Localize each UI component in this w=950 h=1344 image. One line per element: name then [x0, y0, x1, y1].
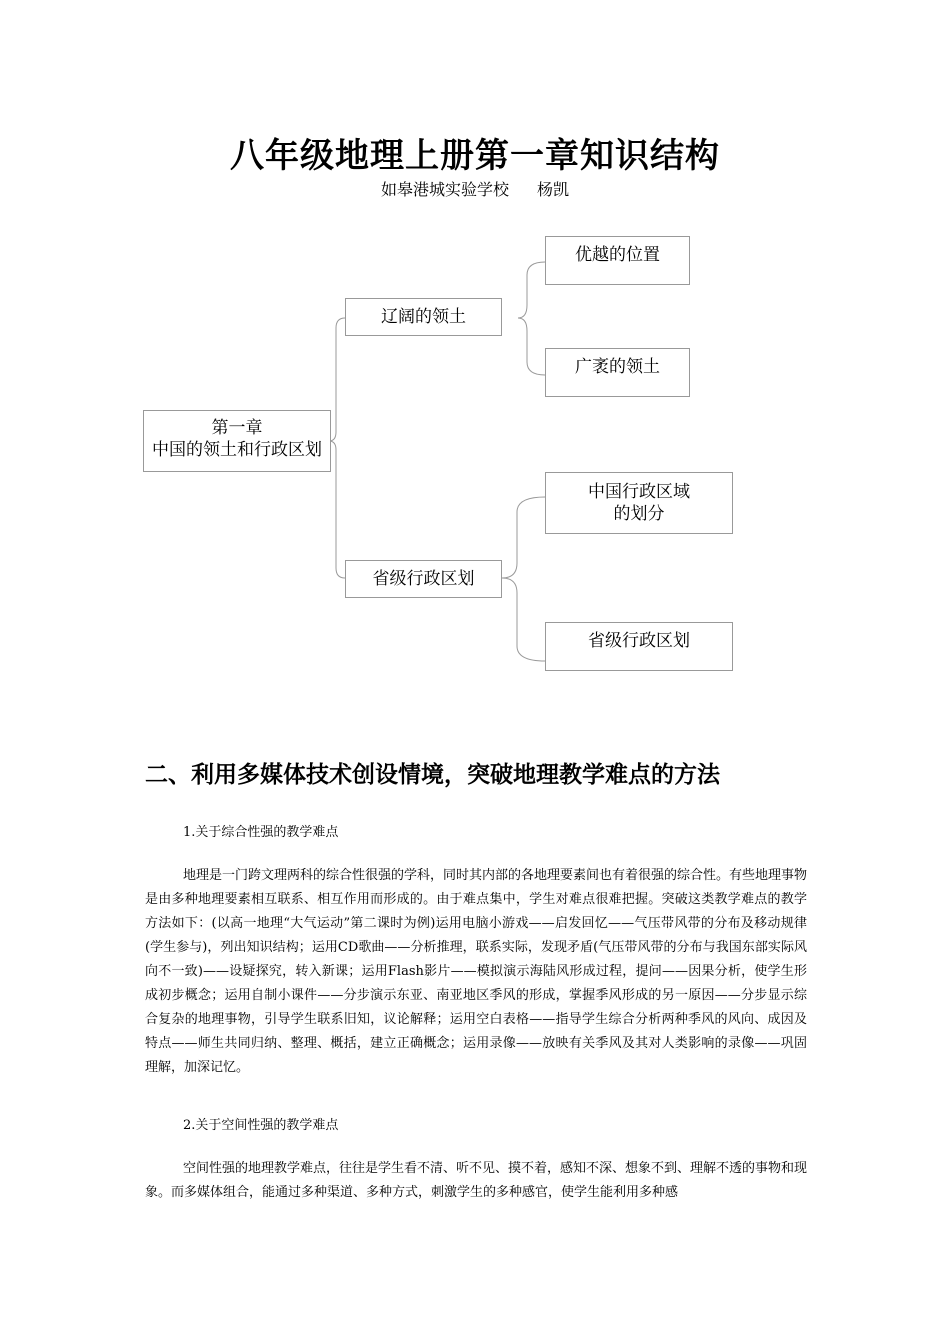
- author-name: 杨凯: [537, 180, 570, 199]
- section-heading: 二、利用多媒体技术创设情境，突破地理教学难点的方法: [145, 761, 720, 788]
- page-title: 八年级地理上册第一章知识结构: [230, 136, 720, 176]
- root-node-line2: 中国的领土和行政区划: [152, 440, 322, 460]
- branch1-brace: [518, 262, 545, 375]
- branch2-brace: [502, 497, 545, 661]
- leaf-node-position: 优越的位置: [545, 236, 690, 285]
- root-node-line1: 第一章: [211, 418, 263, 438]
- paragraph-2: 空间性强的地理教学难点，往往是学生看不清、听不见、摸不着，感知不深、想象不到、理解不透的事物和现象。而多媒体组合，能通过多种渠道、多种方式，刺激学生的多种感官，使学生能利用多种感: [145, 1161, 808, 1200]
- school-name: 如皋港城实验学校: [380, 180, 509, 199]
- leaf-node-provincial: 省级行政区划: [545, 622, 733, 671]
- branch1-node: 辽阔的领土: [345, 298, 502, 336]
- root-brace: [329, 318, 345, 578]
- leaf-node-division: 中国行政区域 的划分: [545, 472, 733, 534]
- branch2-node: 省级行政区划: [345, 560, 502, 598]
- subheading-1: 1.关于综合性强的教学难点: [183, 825, 339, 840]
- leaf-node-territory: 广袤的领土: [545, 348, 690, 397]
- root-node: [143, 410, 331, 472]
- subheading-2: 2.关于空间性强的教学难点: [183, 1118, 339, 1133]
- paragraph-1: 地理是一门跨文理两科的综合性很强的学科，同时其内部的各地理要素间也有着很强的综合性。有些地理事物是由多种地理要素相互联系、相互作用而形成的。由于难点集中，学生对难点很难把握。突破这类教学难点的教学方法如下：(以高一地理“大气运动”第二课时为例)运用电脑小游戏——启发回忆——气压带风带的分布及移动规律(学生参与)，列出知识结构；运用CD歌曲——分析推理，联系实际，发现矛盾(气压带风带的分布与我国东部实际风向不一致)——设疑探究，转入新课；运用Flash影片——模拟演示海陆风形成过程，提问——因果分析，使学生形成初步概念；运用自制小课件——分步演示东亚、南亚地区季风的形成，掌握季风形成的另一原因——分步显示综合复杂的地理事物，引导学生联系旧知，议论解释；运用空白表格——指导学生综合分析两种季风的风向、成因及特点——师生共同归纳、整理、概括，建立正确概念；运用录像——放映有关季风及其对人类影响的录像——巩固理解，加深记忆。: [145, 868, 808, 1075]
